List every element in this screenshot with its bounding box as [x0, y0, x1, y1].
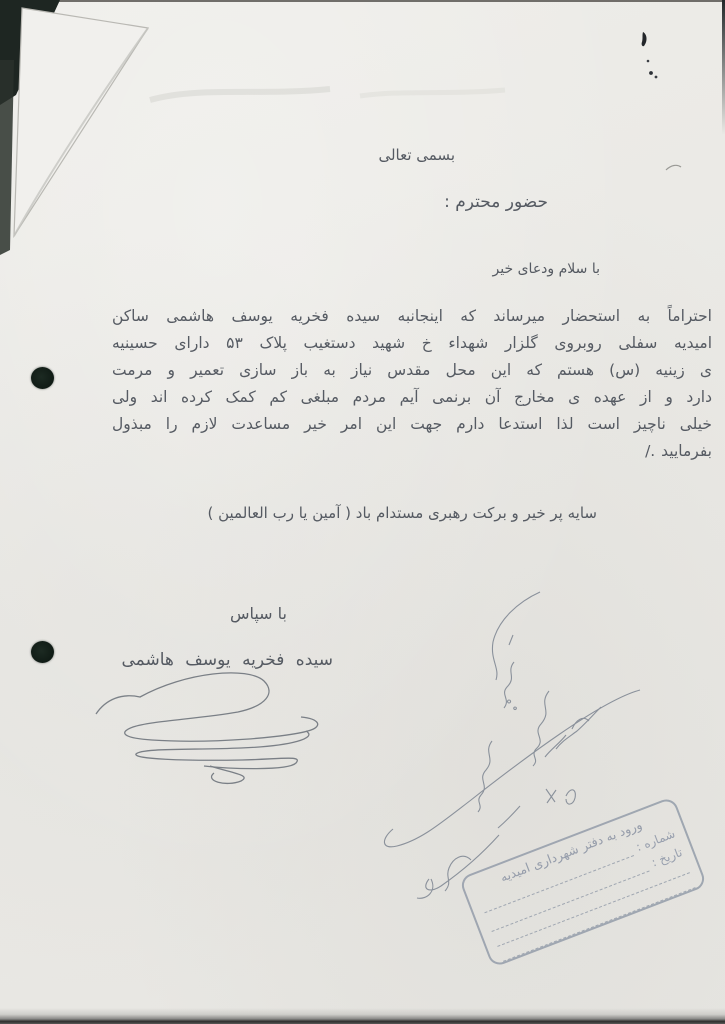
stamp-date-label: تاریخ :	[649, 845, 685, 870]
fold-crease	[14, 28, 148, 236]
salutation-line: حضور محترم :	[444, 192, 548, 212]
scan-top-edge	[0, 0, 725, 2]
punch-hole-top	[31, 367, 54, 389]
scan-bottom-edge	[0, 1008, 725, 1024]
ink-speck	[655, 76, 658, 79]
body-line: احتراماً به استحضار میرساند که اینجانبه سیده فخریه یوسف هاشمی ساکن	[112, 307, 712, 325]
body-line: امیدیه سفلی روبروی گلزار شهداء خ شهید دستغیب پلاک ۵۳ دارای حسینیه	[112, 334, 712, 352]
bleedthrough-mark	[150, 89, 330, 100]
bleedthrough-mark-2	[360, 90, 505, 96]
folded-corner-flap	[14, 8, 148, 236]
municipality-entry-stamp	[458, 796, 707, 968]
ink-speck	[649, 71, 653, 75]
stamp-number-label: شماره :	[634, 826, 678, 855]
letter-body	[112, 303, 712, 465]
body-line: دارد و از عهده ی مخارج آن برنمی آیم مردم مبلغی کم کمک کرده اند ولی	[112, 388, 712, 406]
pencil-mark	[666, 165, 681, 170]
signer-name: سیده فخریه یوسف هاشمی	[121, 650, 333, 670]
blessing-line: سایه پر خیر و برکت رهبری مستدام باد ( آمین یا رب العالمین )	[207, 504, 597, 522]
left-edge-strip	[0, 60, 14, 255]
ink-speck-large	[642, 32, 647, 46]
body-line: ی زینیه (س) هستم که این محل مقدس نیاز به باز سازی تعمیر و مرمت	[112, 361, 712, 379]
stamp-title: ورود به دفتر شهرداری امیدیه	[497, 816, 644, 885]
greeting-line: با سلام ودعای خیر	[492, 261, 600, 277]
bismillah-heading: بسمی تعالی	[378, 146, 455, 164]
corner-shadow	[0, 0, 60, 105]
body-line: بفرمایید ./	[645, 442, 712, 460]
ink-speck	[647, 60, 650, 63]
punch-hole-bottom	[31, 641, 54, 663]
body-line: خیلی ناچیز است لذا استدعا دارم جهت این امر خیر مساعدت لازم را مبذول	[112, 415, 712, 433]
closing-thanks: با سپاس	[229, 604, 287, 623]
